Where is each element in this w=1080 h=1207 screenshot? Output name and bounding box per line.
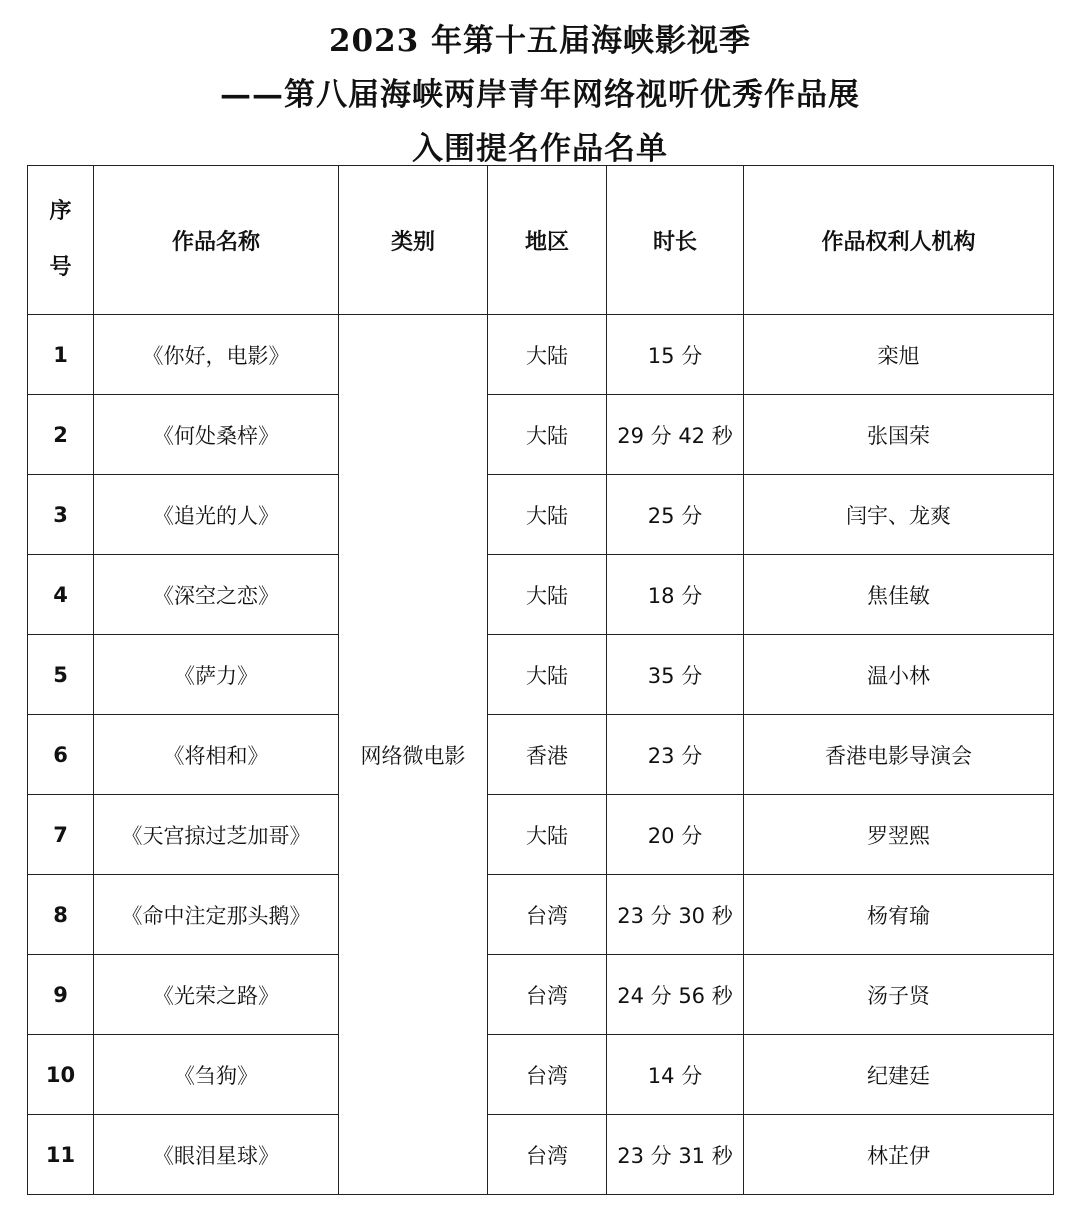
work-title: 《天宫掠过芝加哥》 bbox=[94, 795, 339, 875]
rights-holder: 张国荣 bbox=[744, 395, 1054, 475]
row-number: 4 bbox=[28, 555, 94, 635]
row-number: 2 bbox=[28, 395, 94, 475]
work-title: 《追光的人》 bbox=[94, 475, 339, 555]
region: 大陆 bbox=[488, 635, 607, 715]
header-duration: 时长 bbox=[607, 166, 744, 315]
row-number: 11 bbox=[28, 1115, 94, 1195]
work-title: 《你好，电影》 bbox=[94, 315, 339, 395]
region: 香港 bbox=[488, 715, 607, 795]
duration: 29 分 42 秒 bbox=[607, 395, 744, 475]
work-title: 《光荣之路》 bbox=[94, 955, 339, 1035]
rights-holder: 香港电影导演会 bbox=[744, 715, 1054, 795]
table-row bbox=[28, 635, 1054, 715]
nominee-table bbox=[27, 165, 1054, 1195]
duration: 25 分 bbox=[607, 475, 744, 555]
rights-holder: 纪建廷 bbox=[744, 1035, 1054, 1115]
rights-holder: 温小林 bbox=[744, 635, 1054, 715]
region: 台湾 bbox=[488, 1035, 607, 1115]
duration: 23 分 30 秒 bbox=[607, 875, 744, 955]
table-row bbox=[28, 715, 1054, 795]
work-title: 《眼泪星球》 bbox=[94, 1115, 339, 1195]
duration: 24 分 56 秒 bbox=[607, 955, 744, 1035]
table-row bbox=[28, 1035, 1054, 1115]
table-row bbox=[28, 555, 1054, 635]
header-no-bottom: 号 bbox=[49, 255, 72, 280]
work-title: 《萨力》 bbox=[94, 635, 339, 715]
work-title: 《深空之恋》 bbox=[94, 555, 339, 635]
table-row bbox=[28, 475, 1054, 555]
document-title bbox=[0, 14, 1080, 176]
work-title: 《命中注定那头鹅》 bbox=[94, 875, 339, 955]
rights-holder: 杨宥瑜 bbox=[744, 875, 1054, 955]
rights-holder: 闫宇、龙爽 bbox=[744, 475, 1054, 555]
duration: 35 分 bbox=[607, 635, 744, 715]
header-owner: 作品权利人机构 bbox=[744, 166, 1054, 315]
row-number: 9 bbox=[28, 955, 94, 1035]
table-row bbox=[28, 395, 1054, 475]
duration: 14 分 bbox=[607, 1035, 744, 1115]
category-cell: 网络微电影 bbox=[339, 315, 488, 1195]
rights-holder: 罗翌熙 bbox=[744, 795, 1054, 875]
row-number: 1 bbox=[28, 315, 94, 395]
title-line-3: 入围提名作品名单 bbox=[412, 131, 668, 167]
table-row bbox=[28, 1115, 1054, 1195]
table-row bbox=[28, 795, 1054, 875]
duration: 18 分 bbox=[607, 555, 744, 635]
duration: 15 分 bbox=[607, 315, 744, 395]
row-number: 7 bbox=[28, 795, 94, 875]
duration: 23 分 31 秒 bbox=[607, 1115, 744, 1195]
row-number: 3 bbox=[28, 475, 94, 555]
row-number: 5 bbox=[28, 635, 94, 715]
header-category: 类别 bbox=[339, 166, 488, 315]
row-number: 6 bbox=[28, 715, 94, 795]
rights-holder: 栾旭 bbox=[744, 315, 1054, 395]
region: 大陆 bbox=[488, 555, 607, 635]
work-title: 《何处桑梓》 bbox=[94, 395, 339, 475]
work-title: 《刍狗》 bbox=[94, 1035, 339, 1115]
region: 大陆 bbox=[488, 795, 607, 875]
row-number: 10 bbox=[28, 1035, 94, 1115]
header-no-top: 序 bbox=[49, 199, 72, 224]
row-number: 8 bbox=[28, 875, 94, 955]
title-line-2: ——第八届海峡两岸青年网络视听优秀作品展 bbox=[220, 77, 860, 113]
work-title: 《将相和》 bbox=[94, 715, 339, 795]
region: 台湾 bbox=[488, 875, 607, 955]
table-row bbox=[28, 955, 1054, 1035]
title-line-1: 2023 年第十五届海峡影视季 bbox=[328, 23, 752, 59]
duration: 23 分 bbox=[607, 715, 744, 795]
header-no bbox=[28, 166, 94, 315]
region: 大陆 bbox=[488, 395, 607, 475]
region: 大陆 bbox=[488, 475, 607, 555]
header-region: 地区 bbox=[488, 166, 607, 315]
table-row bbox=[28, 875, 1054, 955]
rights-holder: 汤子贤 bbox=[744, 955, 1054, 1035]
region: 台湾 bbox=[488, 955, 607, 1035]
header-name: 作品名称 bbox=[94, 166, 339, 315]
table-header-row bbox=[28, 166, 1054, 315]
rights-holder: 林芷伊 bbox=[744, 1115, 1054, 1195]
rights-holder: 焦佳敏 bbox=[744, 555, 1054, 635]
duration: 20 分 bbox=[607, 795, 744, 875]
region: 台湾 bbox=[488, 1115, 607, 1195]
table-row bbox=[28, 315, 1054, 395]
region: 大陆 bbox=[488, 315, 607, 395]
